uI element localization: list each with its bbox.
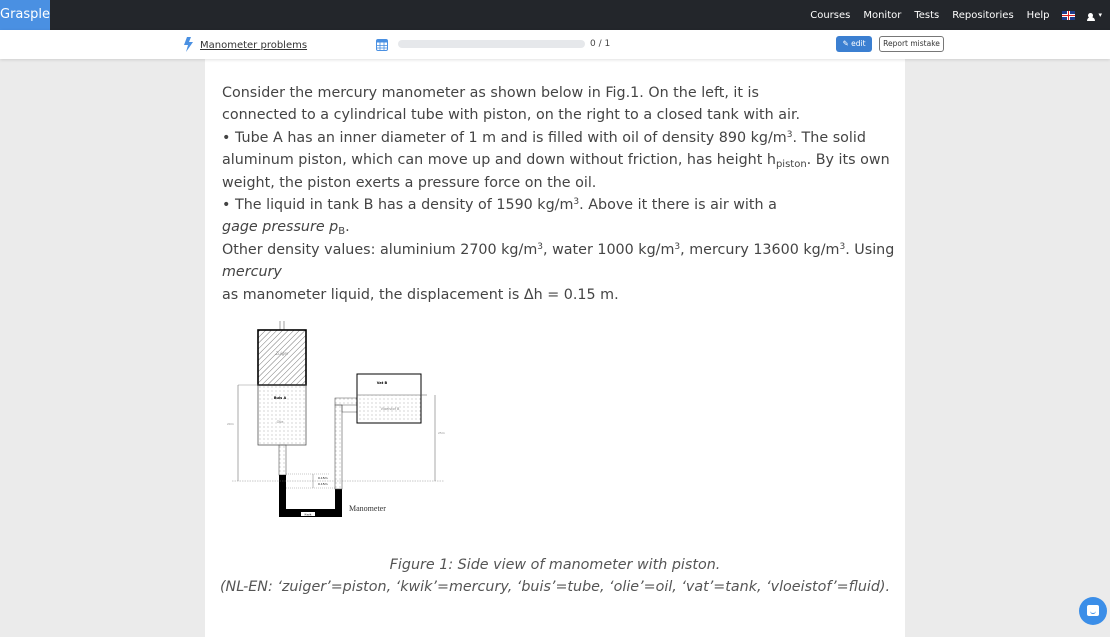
paragraph-3 [222,194,897,216]
subscript: B [338,226,346,238]
manometer-figure [222,317,447,519]
text-span: , mercury 13600 kg/m [680,241,840,258]
superscript: 3 [674,241,681,252]
progress-text: 0 / 1 [590,39,611,49]
text-span: . By its own weight, the piston exerts a pressure force on the oil. [222,152,890,191]
lightning-icon [183,37,193,52]
label-vloeistof: Vloeistof B [380,407,400,411]
text-span: . Above it there is air with a [579,197,777,214]
edit-label: edit [851,39,866,48]
paragraph-4 [222,216,897,238]
nav-courses[interactable]: Courses [810,9,851,21]
text-italic: gage pressure p [222,219,339,236]
calendar-grid-icon[interactable] [376,39,388,51]
right-riser-tube [335,405,342,489]
text-line: connected to a cylindrical tube with piston, on the right to a closed tank with air. [222,107,801,124]
label-kwik: Kwik [304,512,312,517]
edit-button[interactable]: ✎ edit [836,36,872,52]
nav-repositories[interactable]: Repositories [952,9,1014,21]
text-span: • The liquid in tank B has a density of 1590 kg/m [222,197,574,214]
mercury-u-tube [279,475,342,517]
superscript: 3 [786,129,793,140]
brand-logo[interactable]: Grasple [0,0,50,30]
label-dh1: 0.15m [318,476,328,480]
nav-links [797,0,1102,30]
chat-icon[interactable] [1079,597,1107,625]
connector-pipe [335,398,357,405]
breadcrumb-exercise[interactable]: Manometer problems [200,40,308,51]
label-olie: Olie [276,420,284,424]
paragraph-1b [222,104,897,126]
paragraph-6 [222,284,897,306]
text-italic: mercury [222,264,282,281]
tube-a [258,385,306,445]
uk-flag-icon[interactable] [1062,11,1075,20]
user-icon-body [1087,17,1095,21]
text-span: . [345,219,350,236]
piston [258,330,306,385]
caption-line-2: (NL-EN: ‘zuiger’=piston, ‘kwik’=mercury, ‘buis’=tube, ‘olie’=oil, ‘vat’=tank, ‘vloeistof’=fluid). [219,579,891,596]
text-line: as manometer liquid, the displacement is Δh = 0.15 m. [222,286,619,303]
text-span: Other density values: aluminium 2700 kg/m [222,241,538,258]
nav-help[interactable]: Help [1026,9,1050,21]
paragraph-2 [222,127,897,194]
connector-outline [342,405,357,412]
text-span: . The solid aluminum piston, which can move up and down without friction, has height h [222,129,866,169]
text-span: • Tube A has an inner diameter of 1 m and is filled with oil of density 890 kg/m [222,129,787,146]
label-dh2: 0.15m [318,482,328,486]
superscript: 3 [537,241,543,252]
caption-line-1: Figure 1: Side view of manometer with piston. [389,557,721,573]
label-zuiger: Zuiger [275,351,289,356]
exercise-toolbar [0,30,1110,59]
subscript: piston [775,159,807,171]
progress-bar [398,40,585,48]
nav-monitor[interactable]: Monitor [863,9,902,21]
label-left-dim: 20m [227,422,234,426]
label-vat: Vat B [376,381,388,385]
user-menu[interactable] [1088,10,1102,21]
paragraph-1 [222,82,897,104]
text-span: , water 1000 kg/m [543,241,675,258]
text-line: Consider the mercury manometer as shown below in Fig.1. On the left, it is [222,85,759,101]
label-buis: Buis A [273,396,287,400]
top-navbar [0,0,1110,30]
superscript: 3 [839,241,846,252]
label-manometer: Manometer [349,504,386,513]
superscript: 3 [573,197,580,208]
paragraph-5 [222,239,897,284]
question-text [222,82,897,306]
chevron-down-icon: ▾ [1098,11,1102,19]
report-mistake-button[interactable]: Report mistake [879,36,944,52]
left-narrow-tube [279,445,286,475]
figure-caption [205,554,905,599]
label-right-dim: 25m [438,431,445,435]
text-span: . Using [845,241,895,258]
nav-tests[interactable]: Tests [914,9,940,21]
exercise-content [205,59,905,637]
